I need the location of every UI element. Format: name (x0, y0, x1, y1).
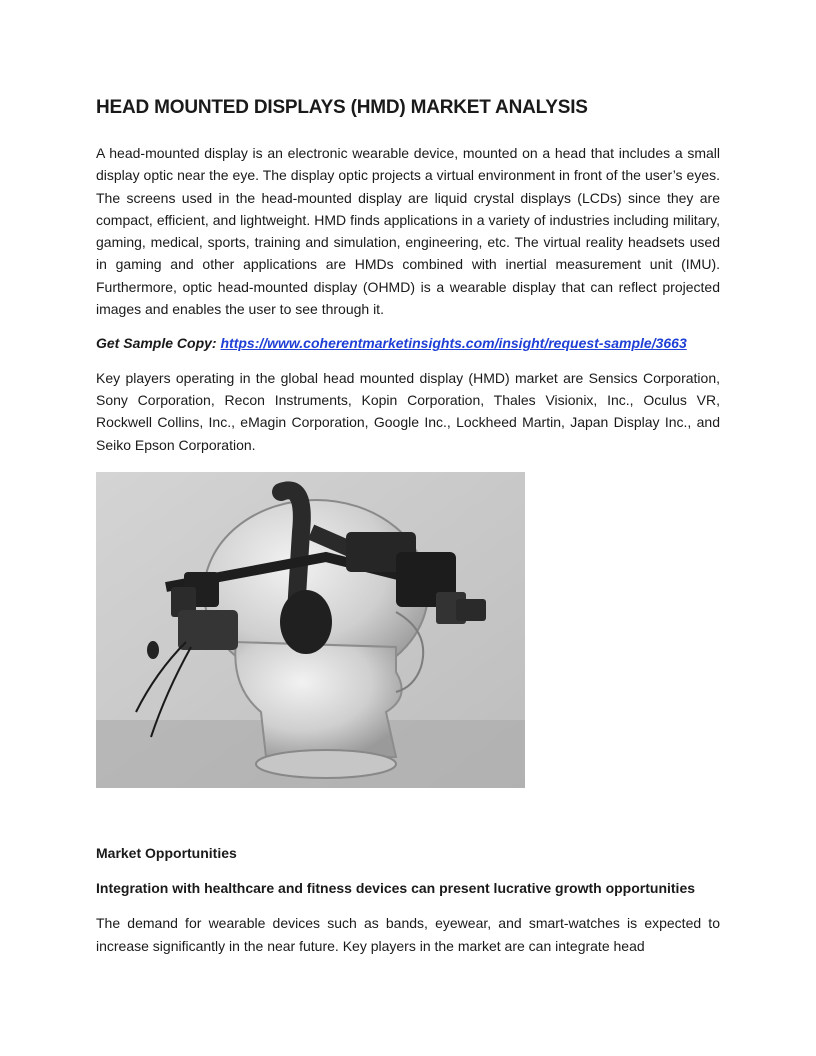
subheading: Integration with healthcare and fitness devices can present lucrative growth opportunities (96, 880, 696, 897)
sample-copy-label: Get Sample Copy: (96, 335, 217, 352)
document-title: HEAD MOUNTED DISPLAYS (HMD) MARKET ANALYSIS (96, 97, 588, 118)
sample-copy-line (96, 332, 720, 354)
key-players-paragraph: Key players operating in the global head mounted display (HMD) market are Sensics Corporation, Sony Corporation, Recon Instruments, Kopin Corporation, Thales Visionix, Inc., Oculus VR, Rockwell Collins, Inc., eMagin Corporation, Google Inc., Lockheed Martin, Japan Display Inc., and Seiko Epson Corporation. (96, 369, 720, 453)
sample-copy-link[interactable]: https://www.coherentmarketinsights.com/insight/request-sample/3663 (220, 335, 687, 352)
document-content (96, 96, 720, 957)
hmd-photo (96, 472, 525, 788)
intro-paragraph: A head-mounted display is an electronic wearable device, mounted on a head that includes a small display optic near the eye. The display optic projects a virtual environment in front of the user’s eyes. The screens used in the head-mounted display are liquid crystal displays (LCDs) since they are compact, efficient, and lightweight. HMD finds applications in a variety of industries including military, gaming, medical, sports, training and simulation, engineering, etc. The virtual reality headsets used in gaming and other applications are HMDs combined with inertial measurement unit (IMU). Furthermore, optic head-mounted display (OHMD) is a wearable display that can reflect projected images and enables the user to see through it. (96, 145, 720, 318)
section-heading: Market Opportunities (96, 844, 237, 861)
body-paragraph: The demand for wearable devices such as bands, eyewear, and smart-watches is expected to increase significantly in the near future. Key players in the market are can integrate head (96, 915, 720, 954)
